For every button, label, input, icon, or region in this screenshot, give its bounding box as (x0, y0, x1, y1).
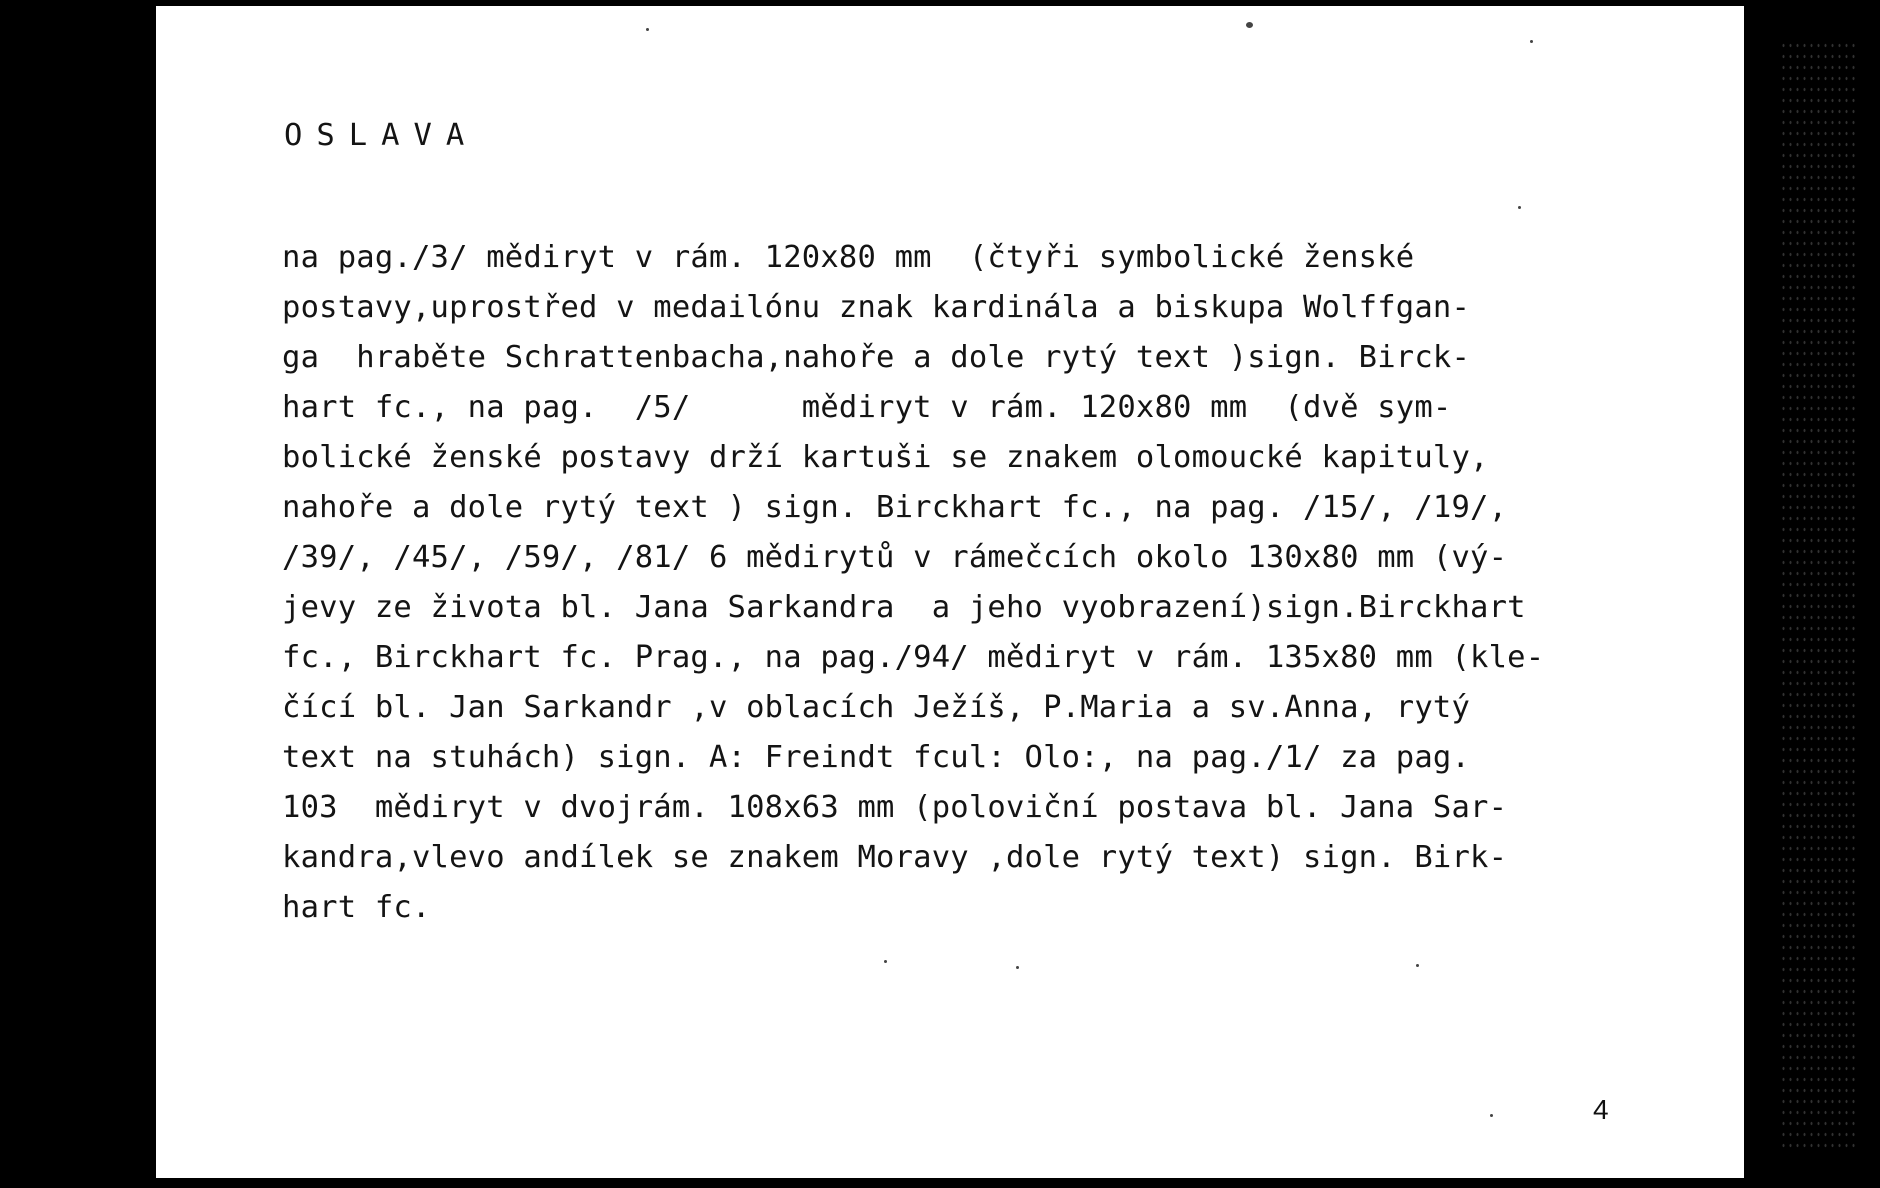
text-line: hart fc. (282, 890, 431, 925)
scan-speck (884, 960, 887, 963)
text-line: 103 mědiryt v dvojrám. 108x63 mm (poloviční postava bl. Jana Sar- (282, 790, 1508, 825)
text-line: postavy,uprostřed v medailónu znak kardinála a biskupa Wolffgan- (282, 290, 1471, 325)
scanner-edge-noise (1780, 40, 1858, 1150)
text-line: nahoře a dole rytý text ) sign. Birckhart fc., na pag. /15/, /19/, (282, 490, 1508, 525)
scan-speck (1530, 40, 1533, 43)
scan-speck (646, 28, 649, 31)
text-line: bolické ženské postavy drží kartuši se znakem olomoucké kapituly, (282, 440, 1489, 475)
text-line: text na stuhách) sign. A: Freindt fcul: Olo:, na pag./1/ za pag. (282, 740, 1471, 775)
text-line: na pag./3/ mědiryt v rám. 120x80 mm (čtyři symbolické ženské (282, 240, 1415, 275)
catalog-card (156, 6, 1744, 1178)
scan-speck (1246, 22, 1253, 28)
text-line: čící bl. Jan Sarkandr ,v oblacích Ježíš, P.Maria a sv.Anna, rytý (282, 690, 1471, 725)
text-line: fc., Birckhart fc. Prag., na pag./94/ mědiryt v rám. 135x80 mm (kle- (282, 640, 1545, 675)
text-line: kandra,vlevo andílek se znakem Moravy ,dole rytý text) sign. Birk- (282, 840, 1508, 875)
text-line: jevy ze života bl. Jana Sarkandra a jeho vyobrazení)sign.Birckhart (282, 590, 1526, 625)
text-line: /39/, /45/, /59/, /81/ 6 mědirytů v rámečcích okolo 130x80 mm (vý- (282, 540, 1508, 575)
card-body (282, 233, 1722, 933)
page-number: 4 (1593, 1094, 1609, 1125)
card-title: OSLAVA (284, 118, 479, 153)
scan-speck (1016, 966, 1019, 969)
text-line: hart fc., na pag. /5/ mědiryt v rám. 120x80 mm (dvě sym- (282, 390, 1452, 425)
scan-speck (1490, 1114, 1493, 1117)
text-line: ga hraběte Schrattenbacha,nahoře a dole rytý text )sign. Birck- (282, 340, 1471, 375)
scan-speck (1416, 964, 1419, 967)
scan-speck (1518, 206, 1521, 209)
